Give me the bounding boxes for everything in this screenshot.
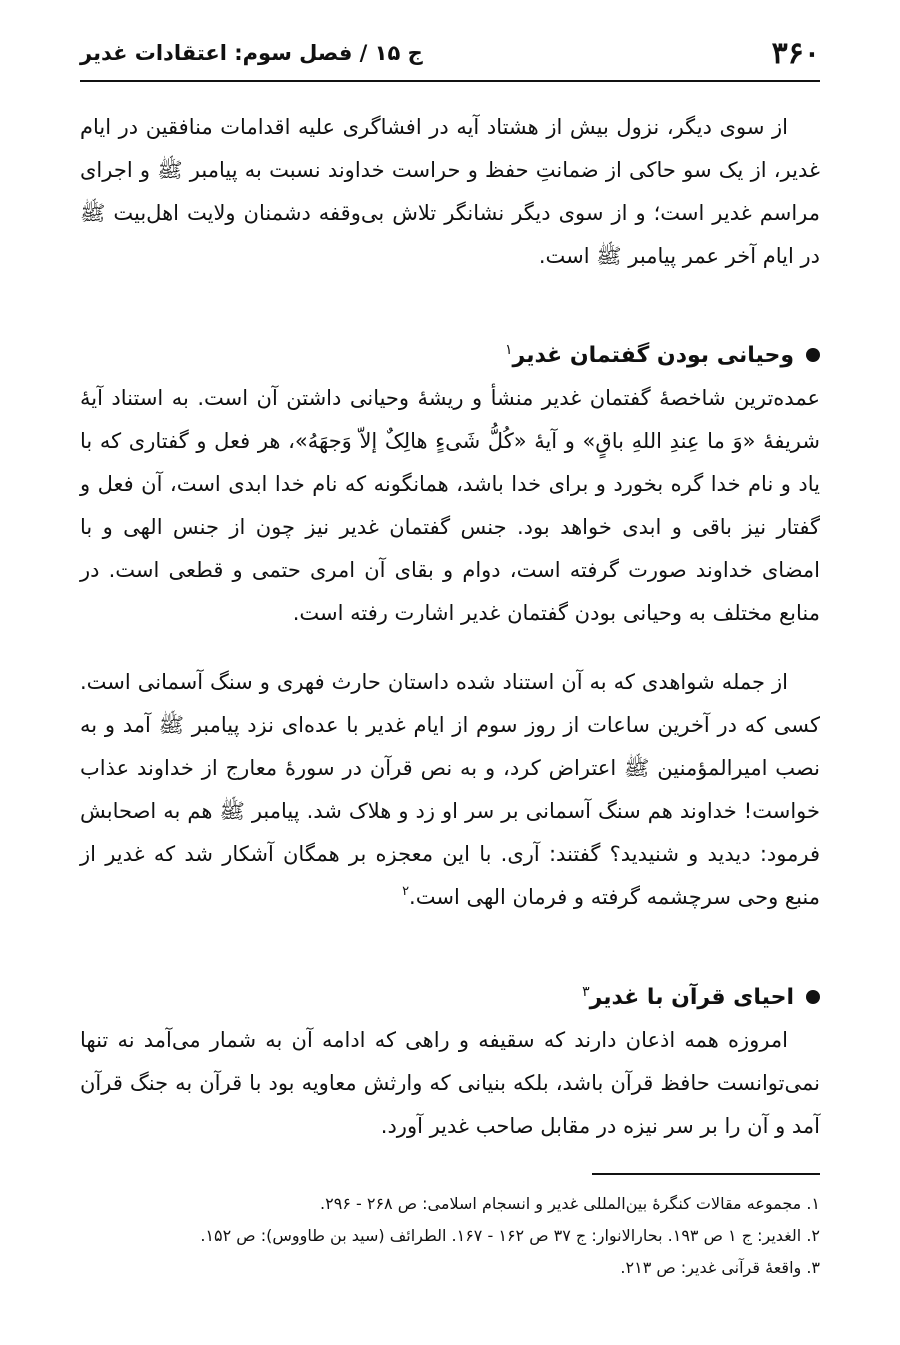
header-rule bbox=[80, 80, 820, 82]
section1-paragraph-2-block bbox=[80, 661, 820, 922]
footnote-ref: ۲ bbox=[402, 884, 410, 899]
section1-paragraph-1: عمده‌ترین شاخصهٔ گفتمان غدیر منشأ و ریشهٔ وحیانی داشتن آن است. به استناد آیهٔ شریفهٔ «وَ ما عِندِ اللهِ باقٍ» و آیهٔ «کُلُّ شَیءٍ هالِکٌ إلاّ وَجهَهُ»، هر فعل و گفتاری که با یاد و نام خدا گره بخورد و برای خدا باشد، همانگونه که نام خدا ابدی است، آن فعل و گفتار نیز باقی و ابدی خواهد بود. جنس گفتمان غدیر نیز چون از جنس الهی و با امضای خداوند صورت گرفته است، دوام و بقای آن امری حتمی و قطعی است. در منابع مختلف به وحیانی بودن گفتمان غدیر اشارت رفته است. bbox=[80, 386, 820, 625]
section1-paragraph-1-block bbox=[80, 377, 820, 635]
bullet-icon bbox=[806, 348, 820, 362]
page-number: ۳۶۰ bbox=[771, 35, 820, 71]
footnote-item: ۱. مجموعه مقالات کنگرهٔ بین‌المللی غدیر و انسجام اسلامی: ص ۲۶۸ - ۲۹۶. bbox=[320, 1194, 820, 1213]
section1-paragraph-2 bbox=[80, 661, 820, 922]
section1-heading-label: وحیانی بودن گفتمان غدیر bbox=[512, 342, 794, 368]
section2-heading-label: احیای قرآن با غدیر bbox=[589, 984, 794, 1010]
section-heading-text bbox=[582, 985, 794, 1010]
section-heading-quran bbox=[80, 975, 820, 1019]
bullet-icon bbox=[806, 990, 820, 1004]
chapter-title: ج ۱۵ / فصل سوم: اعتقادات غدیر bbox=[80, 41, 423, 65]
section-heading-revelation bbox=[80, 333, 820, 377]
footnotes bbox=[80, 1188, 820, 1284]
section2-paragraph bbox=[80, 1019, 820, 1148]
footnote-ref: ۱ bbox=[505, 341, 513, 358]
intro-block bbox=[80, 106, 820, 278]
footnote-ref: ۳ bbox=[582, 983, 590, 1000]
running-head bbox=[80, 30, 820, 76]
footnote-rule bbox=[592, 1173, 820, 1175]
section1-paragraph-2-text: از جمله شواهدی که به آن استناد شده داستان حارث فهری و سنگ آسمانی است. کسی که در آخرین ساعات از روز سوم از ایام غدیر با عده‌ای نزد پیامبر ﷺ آمد و به نصب امیرالمؤمنین ﷺ اعتراض کرد، و به نص قرآن در سورهٔ معارج از خداوند عذاب خواست! خداوند هم سنگ آسمانی بر سر او زد و هلاک شد. پیامبر ﷺ هم به اصحابش فرمود: دیدید و شنیدید؟ گفتند: آری. با این معجزه بر همگان آشکار شد که غدیر از منبع وحی سرچشمه گرفته و فرمان الهی است. bbox=[80, 670, 820, 909]
section-heading-text bbox=[505, 343, 794, 368]
section2-paragraph-block bbox=[80, 1019, 820, 1148]
intro-paragraph bbox=[80, 106, 820, 278]
footnote-item: ۲. الغدیر: ج ۱ ص ۱۹۳. بحارالانوار: ج ۳۷ ص ۱۶۲ - ۱۶۷. الطرائف (سید بن طاووس): ص ۱۵۲. bbox=[200, 1226, 820, 1245]
intro-paragraph-text: از سوی دیگر، نزول بیش از هشتاد آیه در افشاگری علیه اقدامات منافقین در ایام غدیر، از یک سو حاکی از ضمانتِ حفظ و حراست خداوند نسبت به پیامبر ﷺ و اجرای مراسم غدیر است؛ و از سوی دیگر نشانگر تلاش بی‌وقفه دشمنان ولایت اهل‌بیت ﷺ در ایام آخر عمر پیامبر ﷺ است. bbox=[80, 115, 820, 268]
section2-paragraph-text: امروزه همه اذعان دارند که سقیفه و راهی که ادامه آن به شمار می‌آمد نه تنها نمی‌توانست حافظ قرآن باشد، بلکه بنیانی که وارثش معاویه بود با قرآن به جنگ قرآن آمد و آن را بر سر نیزه در مقابل صاحب غدیر آورد. bbox=[80, 1028, 820, 1138]
footnote-item: ۳. واقعهٔ قرآنی غدیر: ص ۲۱۳. bbox=[620, 1258, 820, 1277]
